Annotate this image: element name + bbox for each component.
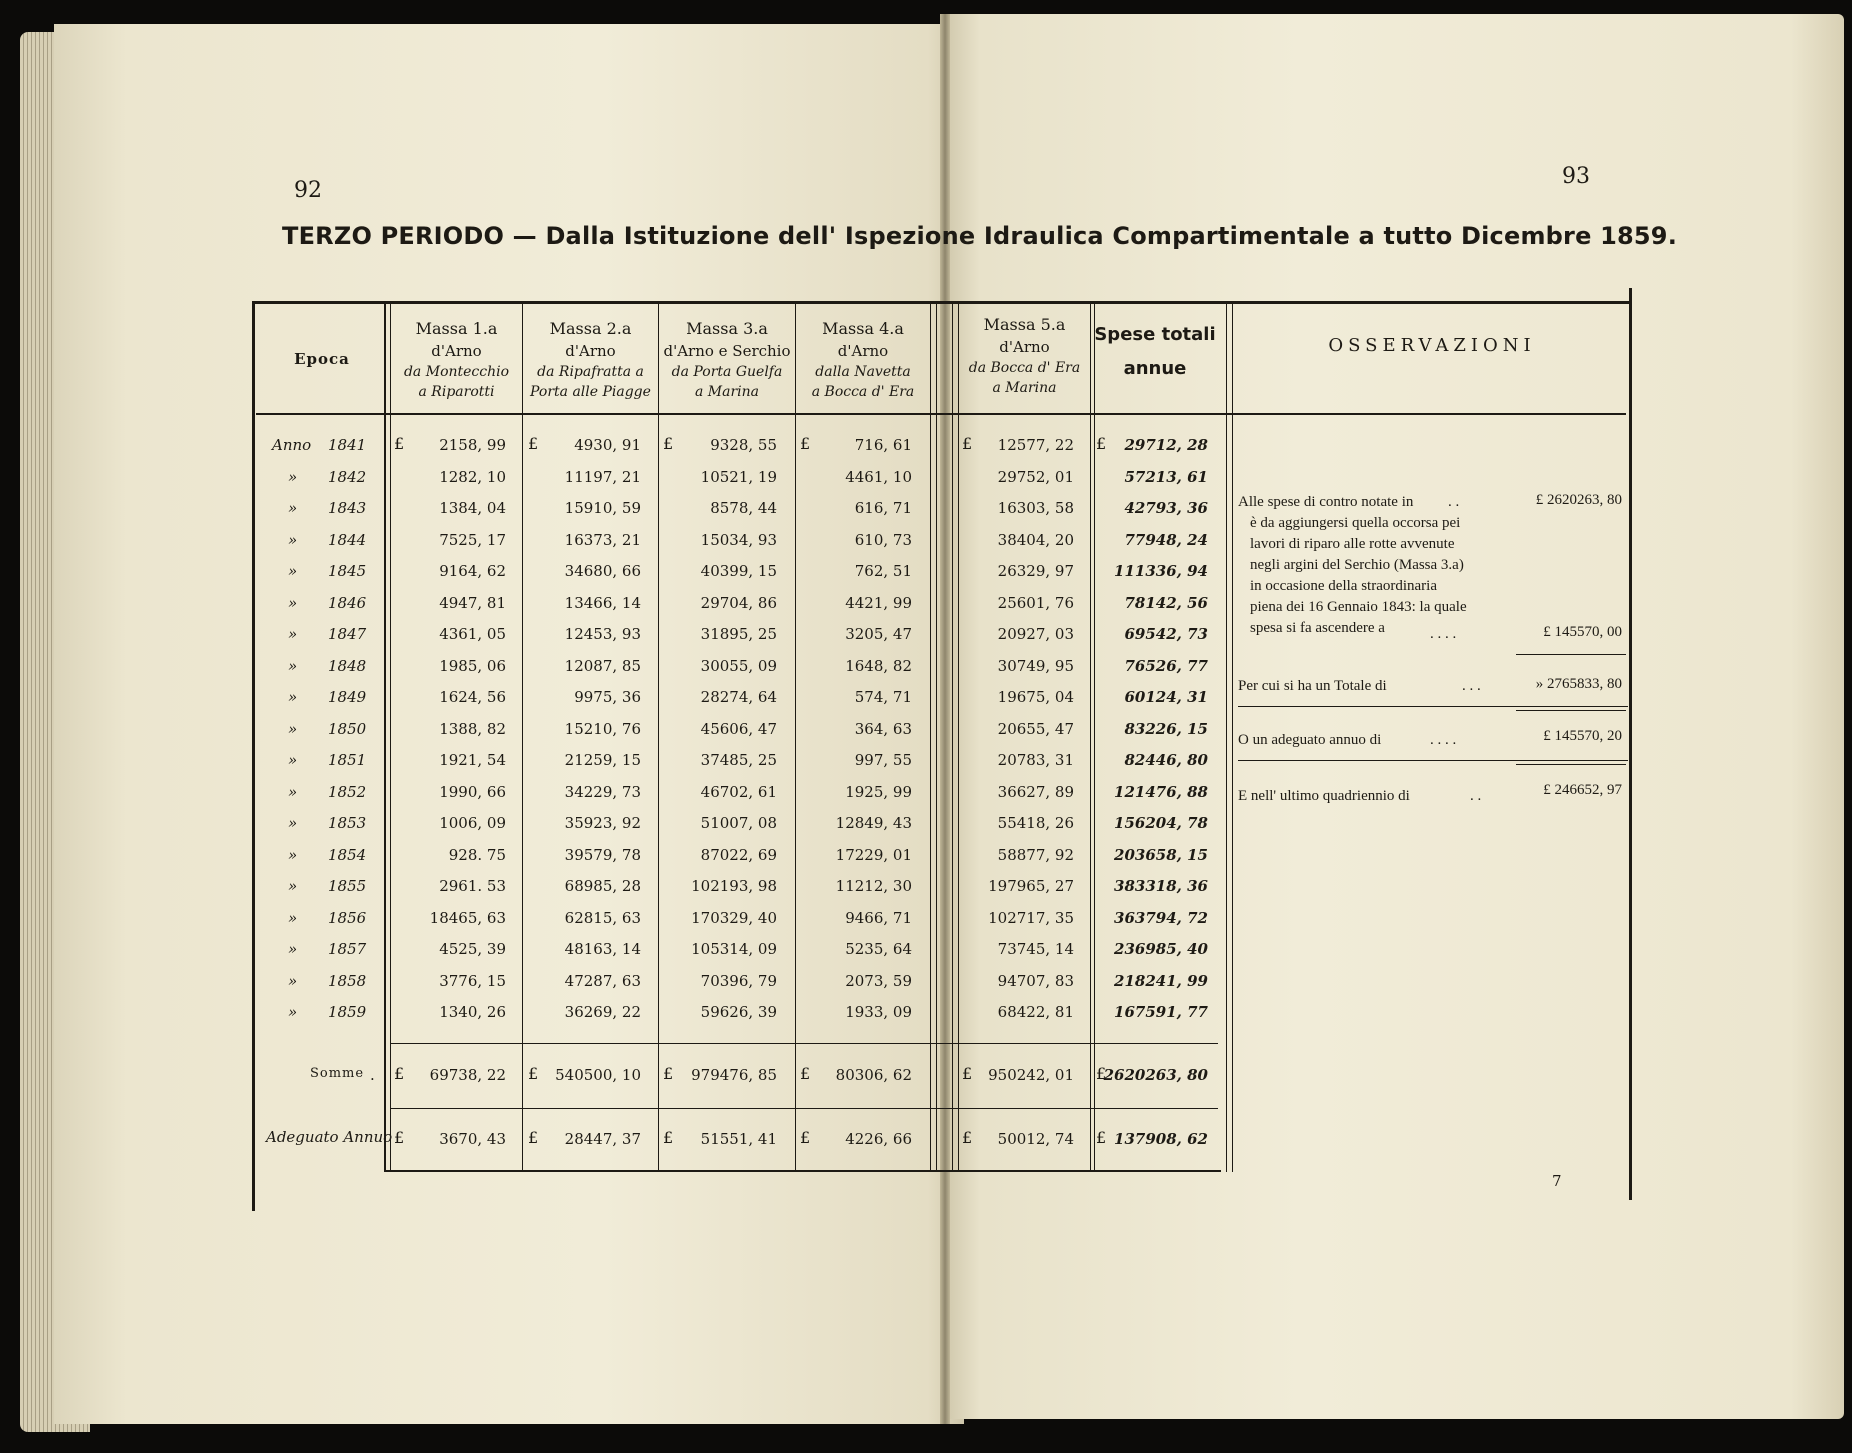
pound-sign: £ (663, 1128, 674, 1147)
obs-value-5: £ 246652, 97 (1543, 782, 1622, 798)
spese-totali-cell: 77948, 24 (1124, 531, 1208, 549)
spese-totali-cell: 121476, 88 (1114, 783, 1208, 801)
m4-cell: 364, 63 (854, 720, 912, 738)
spese-totali-header: Spese totali annue (1094, 324, 1216, 379)
m3-cell: 51007, 08 (700, 814, 777, 832)
m2-cell: 36269, 22 (564, 1003, 641, 1021)
m3-cell: 37485, 25 (700, 751, 777, 769)
year-cell: 1841 (328, 436, 367, 454)
m4-cell: 4421, 99 (845, 594, 912, 612)
obs-leader-4: . . . . (1430, 732, 1457, 748)
m1-cell: 1006, 09 (439, 814, 506, 832)
pound-sign: £ (663, 434, 674, 453)
m2-cell: 47287, 63 (564, 972, 641, 990)
pound-sign: £ (1096, 1064, 1107, 1083)
m2-cell: 16373, 21 (564, 531, 641, 549)
pound-sign: £ (962, 1064, 973, 1083)
year-prefix: » (288, 1003, 298, 1021)
table-top-border (252, 301, 1632, 304)
m3-cell: 105314, 09 (691, 940, 777, 958)
m1-cell: 1282, 10 (439, 468, 506, 486)
obs-value-3: » 2765833, 80 (1535, 676, 1622, 692)
col-sep (930, 304, 931, 1172)
col-sep (384, 304, 386, 1172)
spese-totali-cell: 156204, 78 (1114, 814, 1208, 832)
year-prefix: » (288, 814, 298, 832)
year-cell: 1844 (328, 531, 367, 549)
m4-cell: 5235, 64 (845, 940, 912, 958)
m1-cell: 9164, 62 (439, 562, 506, 580)
m3-cell: 8578, 44 (710, 499, 777, 517)
adeguato-m5-cell: 50012, 74 (997, 1130, 1074, 1148)
year-cell: 1852 (328, 783, 367, 801)
m3-cell: 40399, 15 (700, 562, 777, 580)
spese-totali-cell: 57213, 61 (1124, 468, 1208, 486)
m4-cell: 17229, 01 (835, 846, 912, 864)
header-bottom-rule (256, 413, 1626, 415)
obs-leader-2: . . . . (1430, 626, 1457, 642)
spese-totali-cell: 383318, 36 (1114, 877, 1208, 895)
m1-cell: 1384, 04 (439, 499, 506, 517)
adeguato-tot-cell: 137908, 62 (1114, 1130, 1208, 1148)
year-prefix: » (288, 972, 298, 990)
col-sep (1232, 304, 1233, 1172)
col-sep (658, 304, 659, 1172)
m2-cell: 13466, 14 (564, 594, 641, 612)
somme-m1-cell: 69738, 22 (429, 1066, 506, 1084)
m5-cell: 12577, 22 (997, 436, 1074, 454)
pound-sign: £ (528, 1128, 539, 1147)
spese-totali-cell: 29712, 28 (1124, 436, 1208, 454)
obs-paragraph-1: Alle spese di contro notate in è da aggiungersi quella occorsa pei lavori di riparo alle rotte avvenute negli argini del Serchio (Massa 3.a) in occasione della straordinaria piena dei 16 Gennaio 1843: la quale spesa si fa ascendere a (1238, 494, 1467, 636)
somme-m3-cell: 979476, 85 (691, 1066, 777, 1084)
year-cell: 1845 (328, 562, 367, 580)
year-cell: 1843 (328, 499, 367, 517)
somme-m5-cell: 950242, 01 (988, 1066, 1074, 1084)
m2-cell: 12087, 85 (564, 657, 641, 675)
m4-cell: 574, 71 (854, 688, 912, 706)
m1-cell: 4361, 05 (439, 625, 506, 643)
table-left-border (252, 301, 255, 1211)
year-cell: 1851 (328, 751, 367, 769)
osservazioni-header: OSSERVAZIONI (1328, 335, 1536, 356)
m2-cell: 35923, 92 (564, 814, 641, 832)
obs-rule (1516, 710, 1626, 711)
obs-leader-3: . . . (1462, 678, 1481, 694)
year-prefix: » (288, 846, 298, 864)
spese-totali-cell: 167591, 77 (1114, 1003, 1208, 1021)
adeguato-m1-cell: 3670, 43 (439, 1130, 506, 1148)
year-prefix: » (288, 657, 298, 675)
spese-totali-cell: 60124, 31 (1124, 688, 1208, 706)
spese-totali-cell: 111336, 94 (1114, 562, 1208, 580)
pound-sign: £ (528, 434, 539, 453)
m5-cell: 20655, 47 (997, 720, 1074, 738)
spese-totali-cell: 76526, 77 (1124, 657, 1208, 675)
m3-cell: 31895, 25 (700, 625, 777, 643)
m2-cell: 9975, 36 (574, 688, 641, 706)
m4-cell: 610, 73 (854, 531, 912, 549)
year-prefix: » (288, 783, 298, 801)
m1-cell: 1624, 56 (439, 688, 506, 706)
m4-cell: 762, 51 (854, 562, 912, 580)
right-page-number: 93 (1562, 164, 1590, 189)
col-sep (936, 304, 937, 1172)
obs-rule (1516, 764, 1626, 765)
year-cell: 1855 (328, 877, 367, 895)
spese-totali-cell: 42793, 36 (1124, 499, 1208, 517)
obs-rule (1516, 654, 1626, 655)
m1-cell: 7525, 17 (439, 531, 506, 549)
m2-cell: 34229, 73 (564, 783, 641, 801)
massa-1-header: Massa 1.a d'Arno da Montecchio a Riparotti (403, 319, 510, 400)
m4-cell: 997, 55 (854, 751, 912, 769)
spese-totali-cell: 83226, 15 (1124, 720, 1208, 738)
m5-cell: 29752, 01 (997, 468, 1074, 486)
m1-cell: 928. 75 (448, 846, 506, 864)
m1-cell: 18465, 63 (429, 909, 506, 927)
m5-cell: 25601, 76 (997, 594, 1074, 612)
m4-cell: 616, 71 (854, 499, 912, 517)
massa-5-header: Massa 5.a d'Arno da Bocca d' Era a Marina (968, 315, 1081, 396)
year-cell: 1856 (328, 909, 367, 927)
pound-sign: £ (800, 434, 811, 453)
spese-totali-cell: 78142, 56 (1124, 594, 1208, 612)
spese-totali-cell: 218241, 99 (1114, 972, 1208, 990)
m5-cell: 197965, 27 (988, 877, 1074, 895)
somme-label: Somme (310, 1066, 365, 1081)
year-prefix: » (288, 594, 298, 612)
col-sep (952, 304, 953, 1172)
massa-4-header: Massa 4.a d'Arno dalla Navetta a Bocca d' Era (811, 319, 915, 400)
m2-cell: 11197, 21 (564, 468, 641, 486)
m2-cell: 12453, 93 (564, 625, 641, 643)
m5-cell: 30749, 95 (997, 657, 1074, 675)
m5-cell: 20783, 31 (997, 751, 1074, 769)
obs-paragraph-3: O un adeguato annuo di (1238, 732, 1382, 748)
m5-cell: 36627, 89 (997, 783, 1074, 801)
m5-cell: 38404, 20 (997, 531, 1074, 549)
obs-leader-5: . . (1470, 788, 1482, 804)
obs-value-1: £ 2620263, 80 (1535, 492, 1622, 508)
obs-value-2: £ 145570, 00 (1543, 624, 1622, 640)
m3-cell: 15034, 93 (700, 531, 777, 549)
year-prefix: » (288, 751, 298, 769)
pound-sign: £ (394, 434, 405, 453)
obs-rule (1238, 760, 1628, 761)
m4-cell: 2073, 59 (845, 972, 912, 990)
m3-cell: 102193, 98 (691, 877, 777, 895)
m1-cell: 1985, 06 (439, 657, 506, 675)
spese-totali-cell: 363794, 72 (1114, 909, 1208, 927)
col-sep (522, 304, 523, 1172)
m5-cell: 68422, 81 (997, 1003, 1074, 1021)
m3-cell: 29704, 86 (700, 594, 777, 612)
m4-cell: 1648, 82 (845, 657, 912, 675)
m3-cell: 170329, 40 (691, 909, 777, 927)
m2-cell: 34680, 66 (564, 562, 641, 580)
left-page-number: 92 (294, 178, 322, 203)
somme-dot: . (370, 1066, 375, 1084)
year-cell: 1854 (328, 846, 367, 864)
epoca-header: Epoca (294, 350, 350, 368)
year-cell: 1849 (328, 688, 367, 706)
year-prefix: » (288, 688, 298, 706)
pound-sign: £ (528, 1064, 539, 1083)
pound-sign: £ (394, 1064, 405, 1083)
year-prefix: » (288, 720, 298, 738)
somme-tot-cell: 2620263, 80 (1103, 1066, 1208, 1084)
pound-sign: £ (663, 1064, 674, 1083)
m1-cell: 4525, 39 (439, 940, 506, 958)
pound-sign: £ (1096, 1128, 1107, 1147)
m5-cell: 16303, 58 (997, 499, 1074, 517)
m1-cell: 4947, 81 (439, 594, 506, 612)
m2-cell: 15210, 76 (564, 720, 641, 738)
m4-cell: 1933, 09 (845, 1003, 912, 1021)
col-sep (958, 304, 959, 1172)
year-prefix: » (288, 940, 298, 958)
m5-cell: 102717, 35 (988, 909, 1074, 927)
m1-cell: 1340, 26 (439, 1003, 506, 1021)
m1-cell: 3776, 15 (439, 972, 506, 990)
adeguato-m2-cell: 28447, 37 (564, 1130, 641, 1148)
m5-cell: 19675, 04 (997, 688, 1074, 706)
m1-cell: 2158, 99 (439, 436, 506, 454)
obs-paragraph-2: Per cui si ha un Totale di (1238, 678, 1387, 694)
adeguato-m3-cell: 51551, 41 (700, 1130, 777, 1148)
year-cell: 1857 (328, 940, 367, 958)
m3-cell: 28274, 64 (700, 688, 777, 706)
obs-rule (1238, 706, 1628, 707)
pound-sign: £ (962, 434, 973, 453)
year-prefix: » (288, 562, 298, 580)
table-bottom-rule (386, 1170, 1221, 1172)
m3-cell: 45606, 47 (700, 720, 777, 738)
m5-cell: 94707, 83 (997, 972, 1074, 990)
m5-cell: 55418, 26 (997, 814, 1074, 832)
year-prefix: » (288, 468, 298, 486)
m4-cell: 9466, 71 (845, 909, 912, 927)
col-sep (1094, 304, 1095, 1172)
m4-cell: 3205, 47 (845, 625, 912, 643)
adeguato-label: Adeguato Annuo (266, 1128, 393, 1146)
year-cell: 1847 (328, 625, 367, 643)
table-right-border (1629, 288, 1632, 1200)
m2-cell: 68985, 28 (564, 877, 641, 895)
m5-cell: 26329, 97 (997, 562, 1074, 580)
m2-cell: 48163, 14 (564, 940, 641, 958)
m5-cell: 73745, 14 (997, 940, 1074, 958)
spese-totali-cell: 82446, 80 (1124, 751, 1208, 769)
obs-leader-1: . . (1448, 494, 1460, 510)
m3-cell: 70396, 79 (700, 972, 777, 990)
m1-cell: 1921, 54 (439, 751, 506, 769)
m3-cell: 9328, 55 (710, 436, 777, 454)
m1-cell: 2961. 53 (439, 877, 506, 895)
year-cell: 1846 (328, 594, 367, 612)
massa-2-header: Massa 2.a d'Arno da Ripafratta a Porta alle Piagge (530, 319, 651, 400)
m3-cell: 46702, 61 (700, 783, 777, 801)
obs-value-4: £ 145570, 20 (1543, 728, 1622, 744)
m3-cell: 30055, 09 (700, 657, 777, 675)
m4-cell: 11212, 30 (835, 877, 912, 895)
pound-sign: £ (800, 1064, 811, 1083)
year-cell: 1842 (328, 468, 367, 486)
obs-paragraph-4: E nell' ultimo quadriennio di (1238, 788, 1410, 804)
col-sep (390, 304, 391, 1172)
somme-m2-cell: 540500, 10 (555, 1066, 641, 1084)
adeguato-m4-cell: 4226, 66 (845, 1130, 912, 1148)
pound-sign: £ (1096, 434, 1107, 453)
m2-cell: 39579, 78 (564, 846, 641, 864)
m4-cell: 1925, 99 (845, 783, 912, 801)
m4-cell: 4461, 10 (845, 468, 912, 486)
year-prefix: » (288, 625, 298, 643)
page-title: TERZO PERIODO — Dalla Istituzione dell' Ispezione Idraulica Compartimentale a tutto Dicembre 1859. (282, 222, 1678, 250)
m5-cell: 58877, 92 (997, 846, 1074, 864)
m5-cell: 20927, 03 (997, 625, 1074, 643)
pound-sign: £ (800, 1128, 811, 1147)
year-cell: 1859 (328, 1003, 367, 1021)
year-cell: 1850 (328, 720, 367, 738)
year-cell: 1848 (328, 657, 367, 675)
m3-cell: 87022, 69 (700, 846, 777, 864)
m4-cell: 716, 61 (854, 436, 912, 454)
col-sep (1090, 304, 1091, 1172)
year-prefix: Anno (272, 436, 312, 454)
m2-cell: 62815, 63 (564, 909, 641, 927)
somme-m4-cell: 80306, 62 (835, 1066, 912, 1084)
year-prefix: » (288, 877, 298, 895)
m1-cell: 1990, 66 (439, 783, 506, 801)
signature-mark: 7 (1552, 1172, 1562, 1190)
m2-cell: 15910, 59 (564, 499, 641, 517)
year-cell: 1858 (328, 972, 367, 990)
year-prefix: » (288, 531, 298, 549)
year-prefix: » (288, 499, 298, 517)
m2-cell: 4930, 91 (574, 436, 641, 454)
m3-cell: 10521, 19 (700, 468, 777, 486)
m3-cell: 59626, 39 (700, 1003, 777, 1021)
spese-totali-cell: 236985, 40 (1114, 940, 1208, 958)
pound-sign: £ (394, 1128, 405, 1147)
m2-cell: 21259, 15 (564, 751, 641, 769)
spese-totali-cell: 69542, 73 (1124, 625, 1208, 643)
pound-sign: £ (962, 1128, 973, 1147)
col-sep (795, 304, 796, 1172)
col-sep (1226, 304, 1227, 1172)
year-prefix: » (288, 909, 298, 927)
year-cell: 1853 (328, 814, 367, 832)
m1-cell: 1388, 82 (439, 720, 506, 738)
m4-cell: 12849, 43 (835, 814, 912, 832)
spese-totali-cell: 203658, 15 (1114, 846, 1208, 864)
massa-3-header: Massa 3.a d'Arno e Serchio da Porta Guelfa a Marina (663, 319, 791, 400)
